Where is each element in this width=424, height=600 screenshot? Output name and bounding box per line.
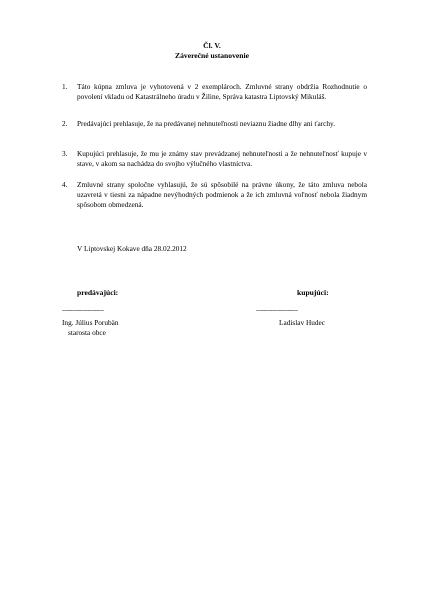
clause-4-text: Zmluvné strany spoločne vyhlasujú, že sú spôsobilé na právne úkony, že táto zmluva nebola uzavretá v tiesni za nápadne nevýhodných podmienok a že ich zmluvná voľnosť nebola žiadnym spôsobom obmedzená. bbox=[77, 180, 367, 209]
article-title: Záverečné ustanovenie bbox=[175, 51, 249, 60]
buyer-role-label: kupujúci: bbox=[297, 288, 329, 297]
clause-4-number: 4. bbox=[62, 180, 68, 189]
clause-2-text: Predávajúci prehlasuje, že na predávanej nehnuteľnosti neviaznu žiadne dlhy ani ťarchy. bbox=[77, 119, 336, 128]
clause-3-text: Kupujúci prehlasuje, že mu je známy stav prevádzanej nehnuteľnosti a že nehnuteľnosť kupuje v stave, v akom sa nachádza do svojho výlučného vlastníctva. bbox=[77, 149, 367, 168]
place-and-date: V Liptovskej Kokave dňa 28.02.2012 bbox=[77, 244, 187, 253]
clause-2-number: 2. bbox=[62, 119, 68, 128]
seller-title: starosta obce bbox=[68, 328, 106, 337]
article-number: Čl. V. bbox=[203, 41, 221, 50]
clause-1-number: 1. bbox=[62, 82, 68, 91]
seller-signature-line: .............................................. bbox=[62, 307, 104, 313]
seller-role-label: predávajúci: bbox=[77, 288, 119, 297]
buyer-signature-line: .............................................. bbox=[256, 307, 298, 313]
seller-name: Ing. Július Porubän bbox=[62, 318, 119, 327]
buyer-name: Ladislav Hudec bbox=[279, 318, 325, 327]
clause-3-number: 3. bbox=[62, 149, 68, 158]
clause-1-text: Táto kúpna zmluva je vyhotovená v 2 exemplároch. Zmluvné strany obdržia Rozhodnutie o povolení vkladu od Katastrálneho úradu v Žiline, Správa katastra Liptovský Mikuláš. bbox=[77, 82, 367, 101]
